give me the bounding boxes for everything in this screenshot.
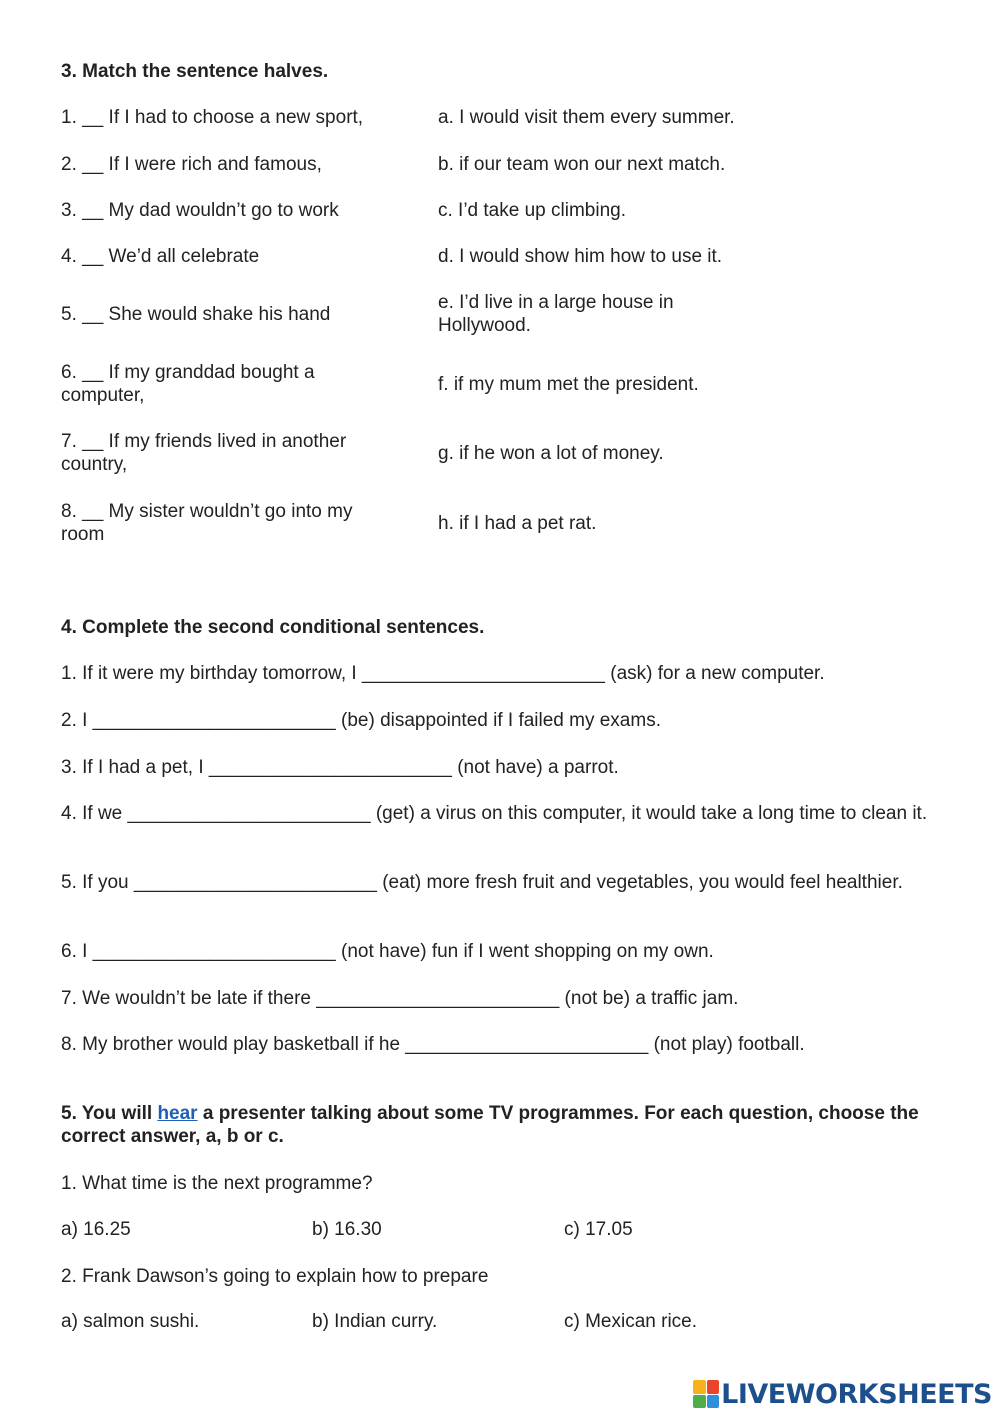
question-2-option-b: b) Indian curry. — [312, 1311, 438, 1332]
conditional-sentence-3: 3. If I had a pet, I _______________________ (not have) a parrot. — [61, 757, 619, 778]
match-right-a: a. I would visit them every summer. — [438, 107, 735, 128]
match-left-4: 4. __ We’d all celebrate — [61, 246, 260, 267]
question-1-option-b: b) 16.30 — [312, 1219, 382, 1240]
section-5-heading-end: a presenter talking about some TV programmes. For each question, choose the correct answer, a, b or c. — [61, 1103, 919, 1147]
section-5-heading-start: 5. You will — [61, 1103, 158, 1124]
section-5-heading — [61, 1102, 941, 1148]
conditional-sentence-8: 8. My brother would play basketball if he _______________________ (not play) football. — [61, 1034, 805, 1055]
logo-square-icon — [693, 1395, 706, 1409]
hear-audio-link[interactable]: hear — [157, 1103, 198, 1124]
logo-square-icon — [707, 1395, 720, 1409]
match-left-8: 8. __ My sister wouldn’t go into my room — [61, 501, 353, 545]
question-1-option-c: c) 17.05 — [564, 1219, 633, 1240]
liveworksheets-logo-icon — [693, 1380, 719, 1408]
question-2-option-c: c) Mexican rice. — [564, 1311, 698, 1332]
match-right-d: d. I would show him how to use it. — [438, 246, 723, 267]
match-right-b: b. if our team won our next match. — [438, 154, 726, 175]
listening-question-1: 1. What time is the next programme? — [61, 1173, 373, 1194]
match-right-f: f. if my mum met the president. — [438, 374, 699, 395]
liveworksheets-logo — [693, 1377, 992, 1411]
logo-square-icon — [707, 1380, 720, 1394]
match-left-6: 6. __ If my granddad bought a computer, — [61, 362, 315, 406]
conditional-sentence-5: 5. If you _______________________ (eat) more fresh fruit and vegetables, you would feel healthier. — [61, 872, 903, 893]
match-left-1: 1. __ If I had to choose a new sport, — [61, 107, 364, 128]
logo-square-icon — [693, 1380, 706, 1394]
match-right-h: h. if I had a pet rat. — [438, 513, 597, 534]
match-right-e: e. I’d live in a large house in Hollywood. — [438, 292, 674, 336]
listening-question-2: 2. Frank Dawson’s going to explain how to prepare — [61, 1266, 489, 1287]
conditional-sentence-7: 7. We wouldn’t be late if there _______________________ (not be) a traffic jam. — [61, 988, 739, 1009]
match-right-g: g. if he won a lot of money. — [438, 443, 664, 464]
match-left-5: 5. __ She would shake his hand — [61, 304, 331, 325]
match-right-c: c. I’d take up climbing. — [438, 200, 626, 221]
match-left-2: 2. __ If I were rich and famous, — [61, 154, 322, 175]
match-left-3: 3. __ My dad wouldn’t go to work — [61, 200, 339, 221]
conditional-sentence-6: 6. I _______________________ (not have) fun if I went shopping on my own. — [61, 941, 714, 962]
conditional-sentence-2: 2. I _______________________ (be) disappointed if I failed my exams. — [61, 710, 661, 731]
conditional-sentence-4: 4. If we _______________________ (get) a virus on this computer, it would take a long time to clean it. — [61, 803, 928, 824]
section-4-heading: 4. Complete the second conditional sentences. — [61, 617, 485, 638]
question-1-option-a: a) 16.25 — [61, 1219, 131, 1240]
logo-text: LIVEWORKSHEETS — [721, 1378, 992, 1410]
conditional-sentence-1: 1. If it were my birthday tomorrow, I _______________________ (ask) for a new computer. — [61, 663, 825, 684]
section-3-heading: 3. Match the sentence halves. — [61, 61, 329, 82]
question-2-option-a: a) salmon sushi. — [61, 1311, 200, 1332]
match-left-7: 7. __ If my friends lived in another country, — [61, 431, 347, 475]
